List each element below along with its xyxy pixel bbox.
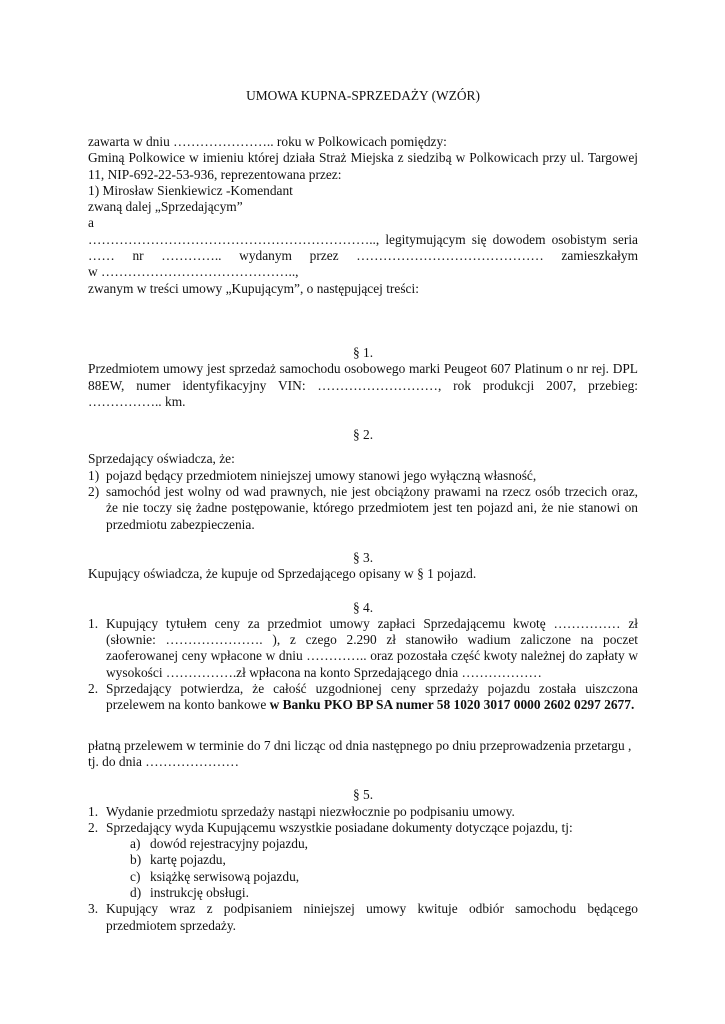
section-3 — [88, 550, 638, 583]
section-4-heading: § 4. — [352, 599, 374, 615]
list-item-text: Kupujący tytułem ceny za przedmiot umowy zapłaci Sprzedającemu kwotę …………… zł (słownie: …………………. ), z czego 2.290 zł stanowiło wadium zaliczone na poczet zaoferowanej ceny wpłacone w dniu ………….. oraz pozostała część kwoty należnej do zapłaty w wysokości …………….zł wpłacona na konto Sprzedającego dnia ……………… — [106, 615, 638, 680]
intro-seller-line: Gminą Polkowice w imieniu której działa Straż Miejska z siedzibą w Polkowicach przy ul. Targowej — [88, 150, 638, 166]
list-marker: 2. — [88, 819, 99, 835]
list-item-text: Sprzedający wyda Kupującemu wszystkie posiadane dokumenty dotyczące pojazdu, tj: — [106, 819, 573, 835]
section-1-line-1: Przedmiotem umowy jest sprzedaż samochodu osobowego marki Peugeot 607 Platinum o nr rej. DPL — [88, 361, 638, 377]
sublist-item-text: kartę pojazdu, — [150, 852, 226, 868]
section-5-subitem-b — [88, 852, 638, 868]
section-2-item-1 — [88, 468, 638, 484]
intro-representative-line: 1) Mirosław Sienkiewicz -Komendant — [88, 182, 293, 198]
list-item-text: Wydanie przedmiotu sprzedaży nastąpi niezwłocznie po podpisaniu umowy. — [106, 803, 515, 819]
sublist-marker: c) — [130, 868, 141, 884]
list-marker: 2. — [88, 681, 99, 697]
list-marker: 2) — [88, 484, 100, 500]
document-title: UMOWA KUPNA-SPRZEDAŻY (WZÓR) — [246, 88, 480, 103]
section-4 — [88, 600, 638, 771]
section-1-heading: § 1. — [352, 344, 374, 360]
payment-term-line-1: płatną przelewem w terminie do 7 dni licząc od dnia następnego po dniu przeprowadzenia przetargu , — [88, 737, 632, 753]
payment-term-line-2: tj. do dnia ………………… — [88, 753, 240, 769]
section-4-item-2 — [88, 681, 638, 714]
intro-buyer-alias-line: zwanym w treści umowy „Kupującym”, o następującej treści: — [88, 280, 419, 296]
section-2-lead: Sprzedający oświadcza, że: — [88, 451, 235, 467]
intro-buyer-line: ……………………………………………………….., legitymującym się dowodem osobistym seria — [88, 231, 638, 247]
list-item-text: samochód jest wolny od wad prawnych, nie jest obciążony prawami na rzecz osób trzecich oraz, że nie toczy się żadne postępowanie, którego przedmiotem jest ten pojazd ani, że nie stanowi on przedmiotu zabezpieczenia. — [106, 484, 638, 532]
section-5 — [88, 787, 638, 934]
list-marker: 1. — [88, 803, 99, 819]
sublist-marker: a) — [130, 836, 141, 852]
section-4-item-1 — [88, 616, 638, 681]
section-2-item-2 — [88, 484, 638, 533]
bank-account-number: w Banku PKO BP SA numer 58 1020 3017 0000 2602 0297 2677. — [269, 697, 635, 713]
section-5-subitem-a — [88, 836, 638, 852]
section-5-subitem-c — [88, 869, 638, 885]
intro-seller-alias-line: zwaną dalej „Sprzedającym” — [88, 199, 243, 215]
section-3-text: Kupujący oświadcza, że kupuje od Sprzedającego opisany w § 1 pojazd. — [88, 566, 477, 582]
sublist-item-text: dowód rejestracyjny pojazdu, — [150, 836, 309, 852]
section-1-line-2: 88EW, numer identyfikacyjny VIN: ………………………, rok produkcji 2007, przebieg: — [88, 377, 638, 393]
section-5-item-1 — [88, 804, 638, 820]
intro-date-line: zawarta w dniu ………………….. roku w Polkowicach pomiędzy: — [88, 134, 447, 149]
sublist-marker: d) — [130, 884, 142, 900]
list-marker: 1. — [88, 615, 99, 631]
intro-nip-line: 11, NIP-692-22-53-936, reprezentowana przez: — [88, 166, 342, 182]
list-marker: 1) — [88, 467, 100, 483]
intro-id-line: …… nr ………….. wydanym przez …………………………………… zamieszkałym — [88, 248, 638, 264]
section-5-item-3 — [88, 901, 638, 934]
section-5-heading: § 5. — [352, 787, 374, 803]
list-item-text: Sprzedający potwierdza, że całość uzgodnionej ceny sprzedaży pojazdu została uiszczona przelewem na konto bankowe — [106, 681, 638, 713]
section-2-heading: § 2. — [352, 427, 374, 443]
section-1-line-3: …………….. km. — [88, 393, 186, 409]
sublist-item-text: książkę serwisową pojazdu, — [150, 868, 300, 884]
section-5-item-2 — [88, 820, 638, 836]
list-item-text: Kupujący wraz z podpisaniem niniejszej umowy kwituje odbiór samochodu będącego przedmiotem sprzedaży. — [106, 901, 638, 933]
intro-and-line: a — [88, 215, 94, 231]
section-2 — [88, 427, 638, 533]
document-page — [88, 88, 638, 934]
list-marker: 3. — [88, 901, 99, 917]
section-1 — [88, 345, 638, 410]
list-item-text: pojazd będący przedmiotem niniejszej umowy stanowi jego wyłączną własność, — [106, 467, 537, 483]
section-3-heading: § 3. — [352, 549, 374, 565]
sublist-marker: b) — [130, 852, 142, 868]
sublist-item-text: instrukcję obsługi. — [150, 884, 249, 900]
intro-section — [88, 134, 638, 297]
intro-address-line: w …………………………………….., — [88, 264, 299, 280]
section-5-subitem-d — [88, 885, 638, 901]
